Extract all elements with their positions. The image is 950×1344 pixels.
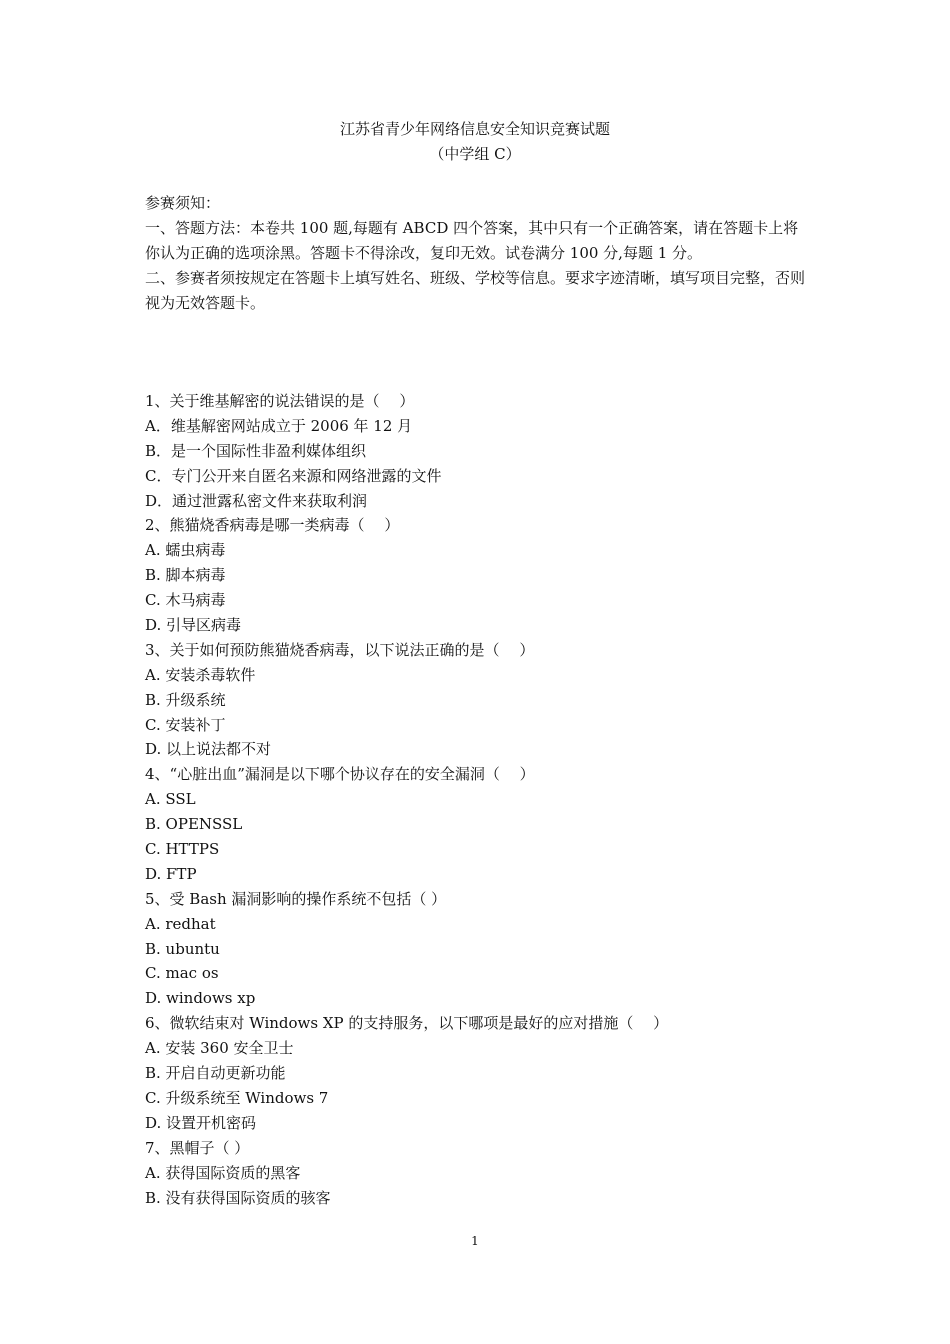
page-number: 1 — [471, 1234, 479, 1248]
question-stem: 4、“心脏出血”漏洞是以下哪个协议存在的安全漏洞（ ） — [145, 765, 535, 784]
question-4 — [145, 762, 810, 886]
document-title: 江苏省青少年网络信息安全知识竞赛试题 — [339, 120, 610, 138]
question-option: D. 引导区病毒 — [145, 616, 242, 635]
question-option: D. 设置开机密码 — [145, 1113, 257, 1132]
question-option: B．是一个国际性非盈利媒体组织 — [145, 441, 367, 460]
question-option: B. ubuntu — [145, 939, 220, 958]
question-option: A. 安装 360 安全卫士 — [145, 1039, 294, 1058]
question-option: B. OPENSSL — [145, 815, 243, 834]
question-option: D. windows xp — [145, 989, 256, 1008]
notice-section — [145, 191, 810, 316]
question-option: A. 获得国际资质的黑客 — [145, 1163, 301, 1182]
question-stem: 7、黑帽子（ ） — [145, 1138, 250, 1157]
question-stem: 6、微软结束对 Windows XP 的支持服务，以下哪项是最好的应对措施（ ） — [145, 1014, 669, 1033]
question-option: B. 没有获得国际资质的骇客 — [145, 1188, 331, 1207]
question-option: C. 升级系统至 Windows 7 — [145, 1088, 329, 1107]
question-stem: 2、熊猫烧香病毒是哪一类病毒（ ） — [145, 516, 400, 535]
question-5 — [145, 887, 810, 1011]
question-option: C. HTTPS — [145, 840, 220, 859]
question-stem: 3、关于如何预防熊猫烧香病毒，以下说法正确的是（ ） — [145, 640, 535, 659]
question-option: D. 以上说法都不对 — [145, 740, 272, 759]
question-stem: 1、关于维基解密的说法错误的是（ ） — [145, 392, 415, 410]
question-option: A. redhat — [145, 914, 216, 933]
question-stem: 5、受 Bash 漏洞影响的操作系统不包括（ ） — [145, 889, 447, 908]
notice-item: 一、答题方法：本卷共 100 题,每题有 ABCD 四个答案，其中只有一个正确答案，请在答题卡上将你认为正确的选项涂黑。答题卡不得涂改，复印无效。试卷满分 100 分,每题 1 分。 — [145, 219, 799, 262]
document-subtitle: （中学组 C） — [429, 145, 521, 163]
question-7 — [145, 1136, 810, 1211]
question-option: B. 开启自动更新功能 — [145, 1064, 286, 1083]
question-option: A. 安装杀毒软件 — [145, 665, 256, 684]
notice-item: 二、参赛者须按规定在答题卡上填写姓名、班级、学校等信息。要求字迹清晰，填写项目完整，否则视为无效答题卡。 — [145, 269, 806, 312]
question-2 — [145, 513, 810, 637]
question-option: C. 安装补丁 — [145, 715, 226, 734]
question-1 — [145, 389, 810, 513]
question-list — [145, 389, 810, 1210]
question-option: A. SSL — [145, 790, 196, 809]
question-option: D. FTP — [145, 864, 197, 883]
question-6 — [145, 1011, 810, 1135]
question-option: C. 木马病毒 — [145, 591, 226, 610]
question-3 — [145, 638, 810, 762]
question-option: D．通过泄露私密文件来获取利润 — [145, 491, 368, 510]
notice-heading: 参赛须知： — [145, 194, 221, 212]
question-option: C．专门公开来自匿名来源和网络泄露的文件 — [145, 466, 442, 485]
question-option: A. 蠕虫病毒 — [145, 541, 226, 560]
question-option: A．维基解密网站成立于 2006 年 12 月 — [145, 416, 413, 435]
question-option: C. mac os — [145, 964, 219, 983]
question-option: B. 脚本病毒 — [145, 566, 226, 585]
question-option: B. 升级系统 — [145, 690, 226, 709]
